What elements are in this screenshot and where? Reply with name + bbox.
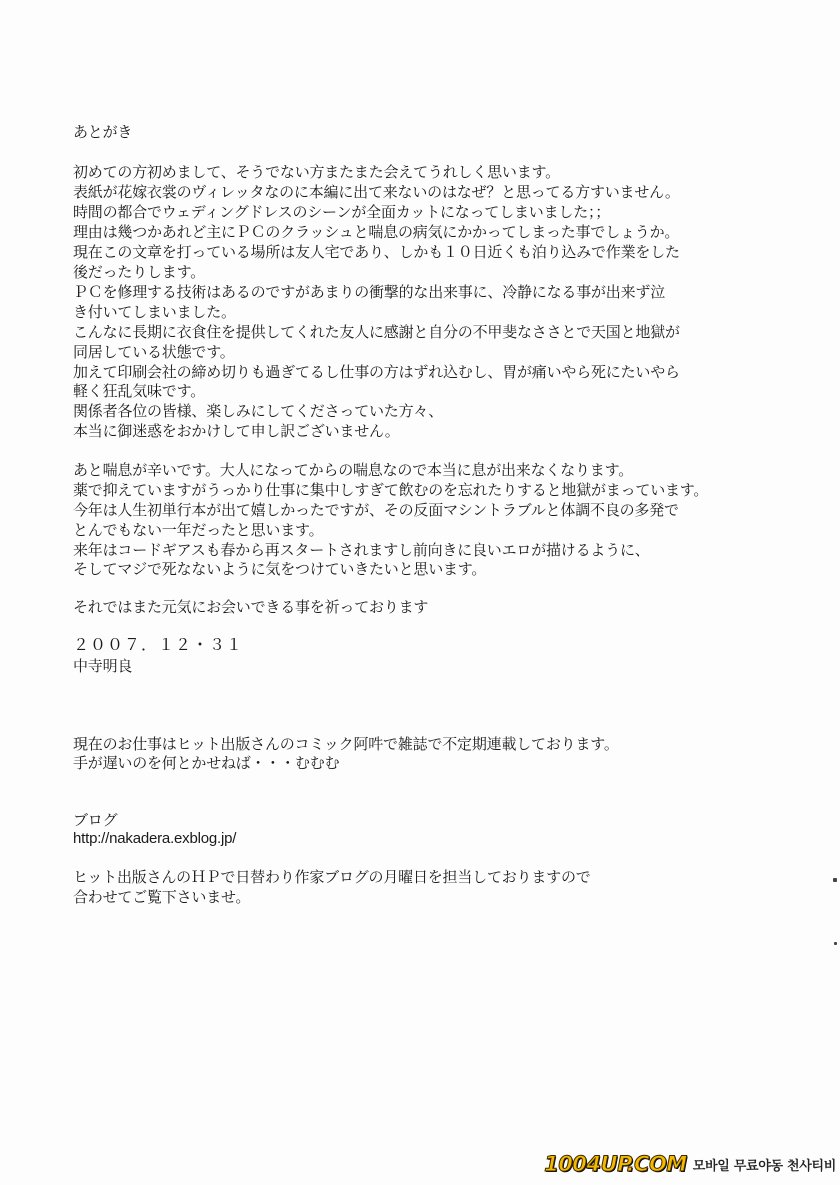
blog-label: ブログ — [73, 811, 118, 829]
paragraph-1-line-13: 関係者各位の皆様、楽しみにしてくださっていた方々、 — [73, 402, 444, 420]
paragraph-1-line-6: 後だったりします。 — [73, 263, 206, 281]
paragraph-1-line-1: 初めての方初めまして、そうでない方またまた会えてうれしく思います。 — [73, 163, 560, 181]
paragraph-2-line-4: とんでもない一年だったと思います。 — [73, 521, 324, 539]
scan-speck — [833, 878, 837, 882]
paragraph-1-line-2: 表紙が花嫁衣裳のヴィレッタなのに本編に出て来ないのはなぜ？と思ってる方すいません。 — [73, 183, 680, 201]
paragraph-1-line-10: 同居している状態です。 — [73, 343, 235, 361]
paragraph-2-line-6: そしてマジで死なないように気をつけていきたいと思います。 — [73, 560, 487, 578]
paragraph-2-line-3: 今年は人生初単行本が出て嬉しかったですが、その反面マシントラブルと体調不良の多発で — [73, 501, 679, 519]
paragraph-1-line-9: こんなに長期に衣食住を提供してくれた友人に感謝と自分の不甲斐なささとで天国と地獄が — [73, 323, 680, 341]
blog-url-link[interactable]: http://nakadera.exblog.jp/ — [73, 830, 237, 847]
author-name: 中寺明良 — [73, 657, 133, 675]
paragraph-2-line-5: 来年はコードギアスも春から再スタートされますし前向きに良いエロが描けるように、 — [73, 541, 650, 559]
paragraph-1-line-12: 軽く狂乱気味です。 — [73, 382, 206, 400]
paragraph-1-line-7: ＰＣを修理する技術はあるのですがあまりの衝撃的な出来事に、冷静になる事が出来ず泣 — [73, 283, 666, 301]
closing-line: それではまた元気にお会いできる事を祈っております — [73, 598, 429, 616]
paragraph-1-line-4: 理由は幾つかあれど主にＰＣのクラッシュと喘息の病気にかかってしまった事でしょうか。 — [73, 223, 680, 241]
paragraph-1-line-8: き付いてしまいました。 — [73, 303, 236, 321]
afterword-heading: あとがき — [73, 123, 133, 141]
work-info-line-2: 手が遅いのを何とかせねば・・・むむむ — [73, 754, 340, 772]
paragraph-1-line-5: 現在この文章を打っている場所は友人宅であり、しかも１０日近くも泊り込みで作業をした — [73, 243, 680, 261]
paragraph-1-line-3: 時間の都合でウェディングドレスのシーンが全面カットになってしまいました；； — [73, 203, 611, 221]
paragraph-1-line-11: 加えて印刷会社の締め切りも過ぎてるし仕事の方はずれ込むし、胃が痛いやら死にたいやら — [73, 363, 680, 381]
watermark-text: 모바일 무료야동 천사티비 — [692, 1158, 836, 1174]
paragraph-1-line-14: 本当に御迷惑をおかけして申し訳ございません。 — [73, 422, 400, 440]
date: ２００７．１２・３１ — [73, 635, 244, 654]
watermark — [544, 1151, 836, 1177]
work-info-line-1: 現在のお仕事はヒット出版さんのコミック阿吽で雑誌で不定期連載しております。 — [73, 735, 619, 753]
paragraph-2-line-2: 薬で抑えていますがうっかり仕事に集中しすぎて飲むのを忘れたりすると地獄がまっています。 — [73, 481, 709, 499]
hp-info-line-2: 合わせてご覧下さいませ。 — [73, 888, 251, 906]
hp-info-line-1: ヒット出版さんのＨＰで日替わり作家ブログの月曜日を担当しておりますので — [73, 868, 591, 886]
scan-speck — [834, 942, 837, 945]
paragraph-2-line-1: あと喘息が辛いです。大人になってからの喘息なので本当に息が出来なくなります。 — [73, 461, 634, 479]
watermark-logo: 1004UP.COM — [544, 1152, 687, 1176]
